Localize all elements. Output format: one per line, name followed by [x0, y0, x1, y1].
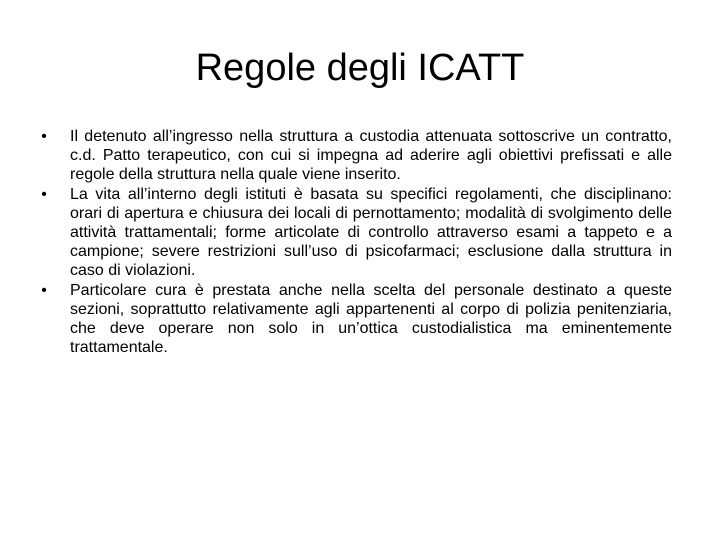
bullet-dot-icon: •	[41, 128, 47, 145]
bullet-text: La vita all’interno degli istituti è basata su specifici regolamenti, che disciplinano: orari di apertura e chiusura dei locali di pernottamento; modalità di svolgimento delle attività trattamentali; forme articolate di controllo attraverso esami a tappeto e a campione; severe restrizioni sull’uso di psicofarmaci; esclusione dalla struttura in caso di violazioni.	[70, 185, 672, 280]
bullet-text: Il detenuto all’ingresso nella struttura a custodia attenuata sottoscrive un contratto, c.d. Patto terapeutico, con cui si impegna ad aderire agli obiettivi prefissati e alle regole della struttura nella quale viene inserito.	[70, 128, 672, 184]
bullet-dot-icon: •	[41, 281, 47, 299]
slide-title: Regole degli ICATT	[195, 47, 525, 89]
bullet-dot-icon: •	[41, 185, 47, 203]
bullet-list	[38, 127, 672, 357]
bullet-item	[38, 185, 672, 281]
bullet-item	[38, 281, 672, 358]
bullet-text: Particolare cura è prestata anche nella scelta del personale destinato a queste sezioni, soprattutto relativamente agli appartenenti al corpo di polizia penitenziaria, che deve operare non solo in un’ottica custodialistica ma eminentemente trattamentale.	[70, 281, 672, 357]
bullet-item	[38, 127, 672, 185]
